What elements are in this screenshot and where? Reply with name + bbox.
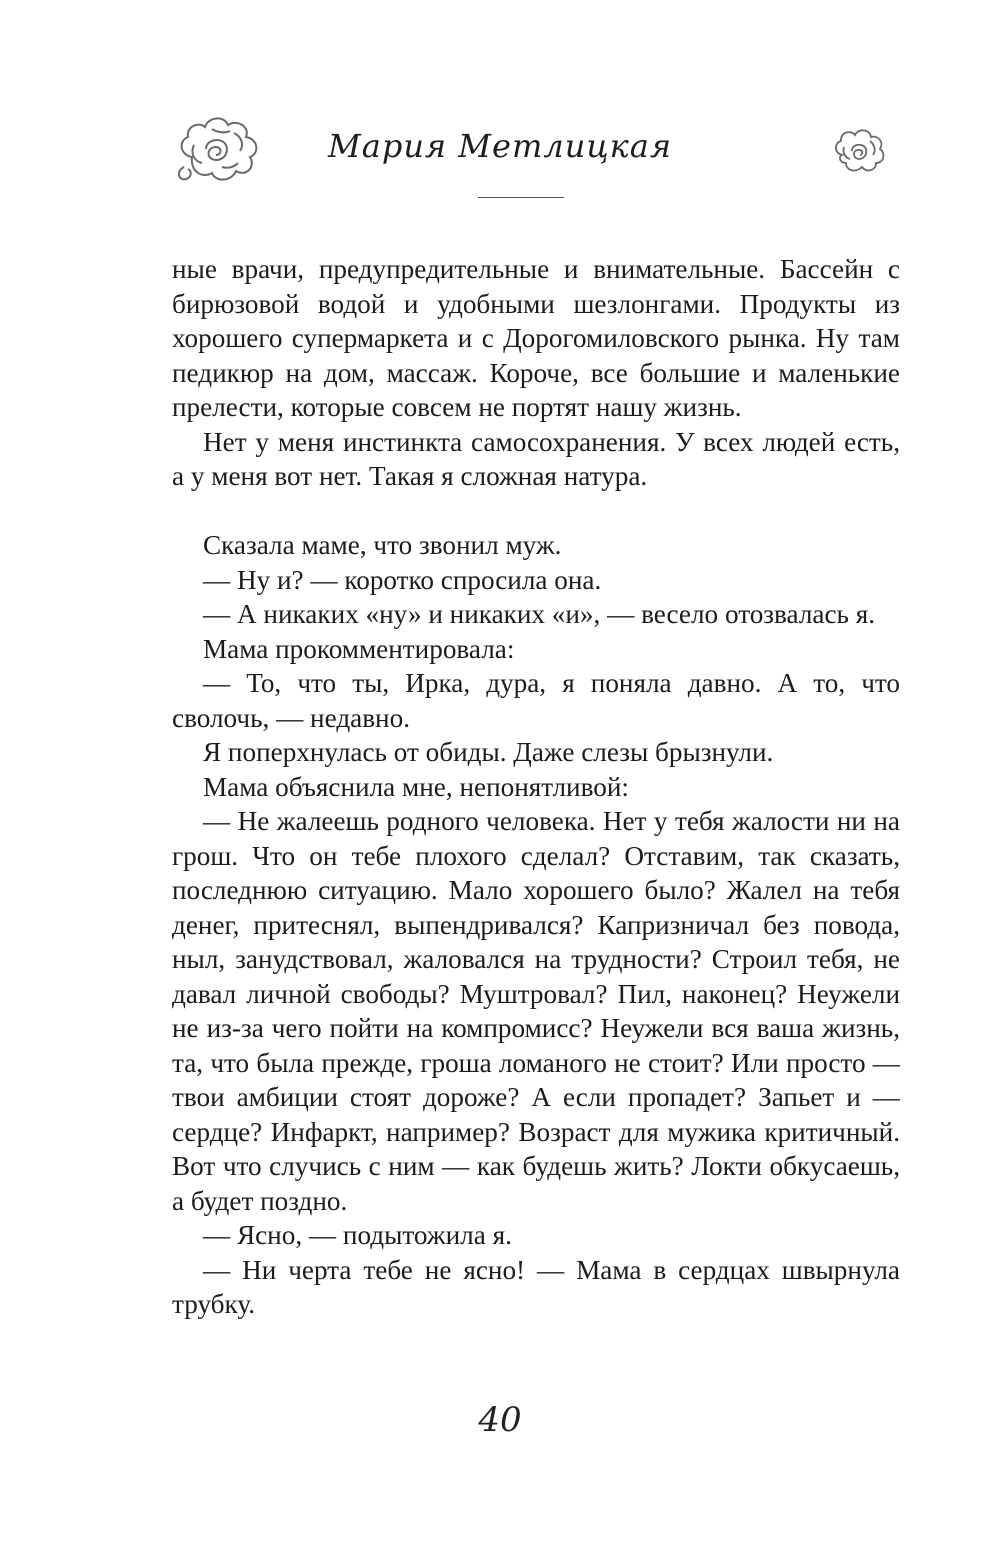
paragraph: Сказала маме, что звонил муж. <box>203 530 562 560</box>
paragraph: — То, что ты, Ирка, дура, я поняла давно. А то, что сволочь, — недавно. <box>172 668 900 733</box>
paragraph: — Ясно, — подытожила я. <box>203 1220 512 1250</box>
paragraph: — Ни черта тебе не ясно! — Мама в сердцах швырнула трубку. <box>172 1254 900 1319</box>
page-header <box>0 105 1000 225</box>
running-head-author: Мария Метлицкая <box>327 127 673 165</box>
rose-ornament-icon <box>830 125 888 177</box>
paragraph: Я поперхнулась от обиды. Даже слезы брызнули. <box>203 737 774 767</box>
paragraph: — Не жалеешь родного человека. Нет у тебя жалости ни на грош. Что он тебе плохого сделал? Отставим, так сказать, последнюю ситуацию. Мало хорошего было? Жалел на тебя денег, притеснял, выпендривался? Капризничал без повода, ныл, занудствовал, жаловался на трудности? Строил тебя, не давал личной свободы? Муштровал? Пил, наконец? Неужели не из-за чего пойти на компромисс? Неужели вся ваша жизнь, та, что была прежде, гроша ломаного не стоит? Или просто — твои амбиции стоят дороже? А если пропадет? Запьет и — сердце? Инфаркт, например? Возраст для мужика критичный. Вот что случись с ним — как будешь жить? Локти обкусаешь, а будет поздно. <box>172 806 900 1216</box>
page-number: 40 <box>478 1400 522 1440</box>
paragraph: — Ну и? — коротко спросила она. <box>203 564 602 595</box>
header-divider <box>478 197 564 198</box>
paragraph: ные врачи, предупредительные и внимательные. Бассейн с бирюзовой водой и удобными шезлонгами. Продукты из хорошего супермаркета и с Дорогомиловского рынка. Ну там педикюр на дом, массаж. Короче, все большие и маленькие прелести, которые совсем не портят нашу жизнь. <box>172 254 900 422</box>
paragraph: Мама объяснила мне, непонятливой: <box>203 771 629 802</box>
body-text <box>172 252 900 1322</box>
section-break <box>172 494 900 529</box>
paragraph: Нет у меня инстинкта самосохранения. У всех людей есть, а у меня вот нет. Такая я сложная натура. <box>172 426 900 491</box>
paragraph: — А никаких «ну» и никаких «и», — весело отозвалась я. <box>203 599 876 629</box>
paragraph: Мама прокомментировала: <box>203 633 515 664</box>
